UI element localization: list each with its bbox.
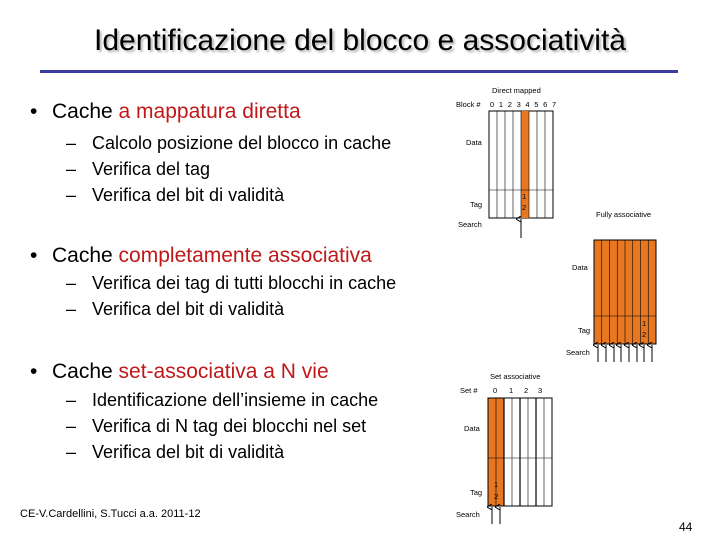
sub-bullet-text: Verifica del tag <box>92 159 211 179</box>
set-number-3: 3 <box>538 386 543 395</box>
set-tag-label: Tag <box>470 488 483 497</box>
bullet-highlight: set-associativa a N vie <box>118 360 329 383</box>
bullet-text: Cache <box>52 360 119 383</box>
sub-bullet: – Verifica di N tag dei blocchi nel set <box>66 416 367 436</box>
slide-title: Identificazione del blocco e associatività <box>94 24 626 57</box>
sub-bullet: – Verifica del bit di validità <box>66 442 285 462</box>
direct-mapped-blocks <box>489 111 553 238</box>
sub-bullet-text: Verifica del bit di validità <box>92 299 285 319</box>
direct-tag-value-1: 1 <box>522 192 527 201</box>
set-tag-value-2: 2 <box>494 492 499 501</box>
page-number: 44 <box>679 520 693 534</box>
fully-tag-value-2: 2 <box>642 330 647 339</box>
set-number-label: Set # <box>460 386 478 395</box>
bullet-highlight: completamente associativa <box>118 244 372 267</box>
sub-bullet: – Verifica del bit di validità <box>66 299 285 319</box>
direct-search-label: Search <box>458 220 482 229</box>
block-numbers: 0 1 2 3 4 5 6 7 <box>490 100 558 109</box>
set-number-1: 1 <box>509 386 514 395</box>
sub-bullet-text: Identificazione dell’insieme in cache <box>92 390 379 410</box>
sub-bullet: – Verifica del bit di validità <box>66 185 285 205</box>
fully-associative-heading: Fully associative <box>596 210 652 219</box>
fully-tag-label: Tag <box>578 326 591 335</box>
sub-bullet-text: Verifica del bit di validità <box>92 442 285 462</box>
bullet-dot: • <box>30 100 38 123</box>
set-number-2: 2 <box>524 386 529 395</box>
block-number-label: Block # <box>456 100 481 109</box>
set-tag-value-1: 1 <box>494 480 499 489</box>
sub-bullet: – Verifica del tag <box>66 159 211 179</box>
direct-mapped-heading: Direct mapped <box>492 86 541 95</box>
footer-credits: CE-V.Cardellini, S.Tucci a.a. 2011-12 <box>20 508 201 520</box>
bullet-dot: • <box>30 244 38 267</box>
fully-search-label: Search <box>566 348 590 357</box>
bullet-text: Cache <box>52 244 119 267</box>
set-associative-heading: Set associative <box>490 372 541 381</box>
set-search-label: Search <box>456 510 480 519</box>
fully-tag-value-1: 1 <box>642 319 647 328</box>
fully-associative-blocks <box>594 240 656 362</box>
set-data-label: Data <box>464 424 480 433</box>
direct-tag-value-2: 2 <box>522 203 527 212</box>
set-associative-blocks <box>488 398 552 524</box>
sub-bullet: – Verifica dei tag di tutti blocchi in cache <box>66 273 397 293</box>
bullet-highlight: a mappatura diretta <box>118 100 301 123</box>
direct-mapped-selected-block <box>521 111 529 218</box>
bullet-dot: • <box>30 360 38 383</box>
sub-bullet: – Identificazione dell’insieme in cache <box>66 390 379 410</box>
sub-bullet-text: Verifica di N tag dei blocchi nel set <box>92 416 367 436</box>
bullet-text: Cache <box>52 100 119 123</box>
sub-bullet-text: Calcolo posizione del blocco in cache <box>92 133 392 153</box>
fully-data-label: Data <box>572 263 588 272</box>
set-number-0: 0 <box>493 386 498 395</box>
direct-data-label: Data <box>466 138 482 147</box>
sub-bullet-text: Verifica dei tag di tutti blocchi in cache <box>92 273 397 293</box>
direct-tag-label: Tag <box>470 200 483 209</box>
sub-bullet-text: Verifica del bit di validità <box>92 185 285 205</box>
sub-bullet: – Calcolo posizione del blocco in cache <box>66 133 392 153</box>
